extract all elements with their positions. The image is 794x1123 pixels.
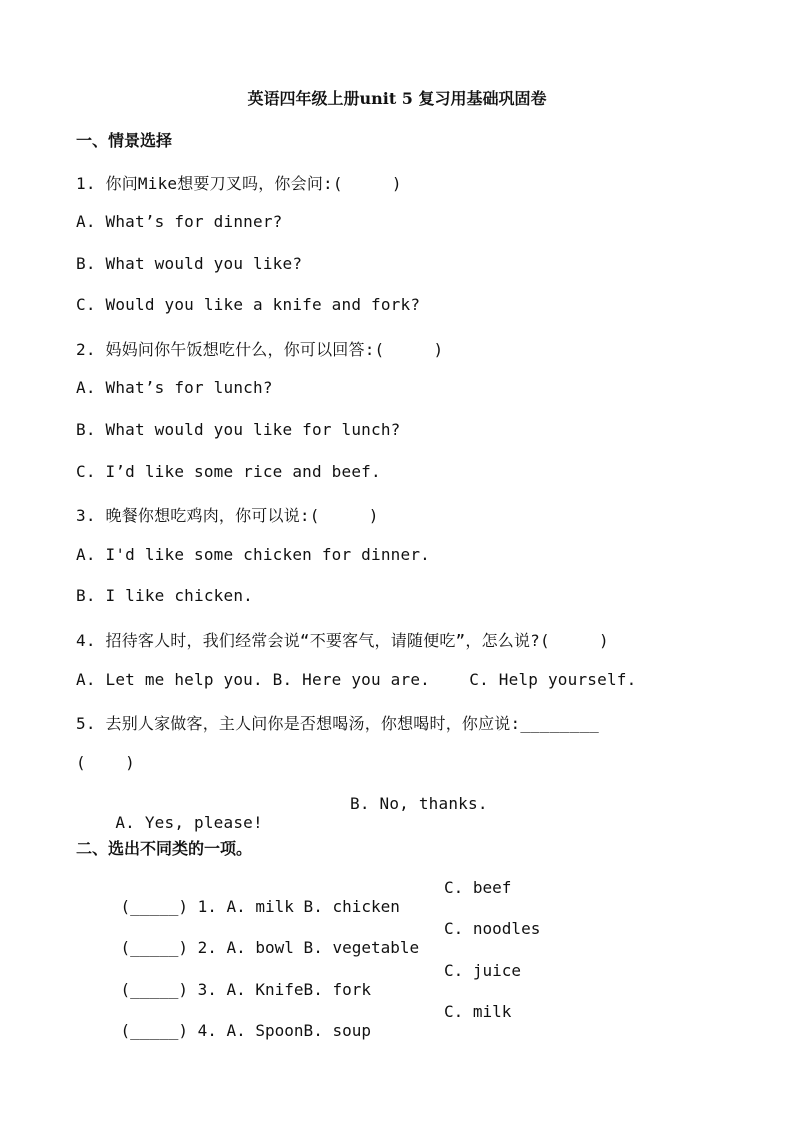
row-4-option-c: C. milk (444, 1002, 512, 1021)
row-1-option-c: C. beef (444, 878, 512, 897)
odd-one-out-row-4 (82, 1002, 512, 1078)
question-4: 4. 招待客人时，我们经常会说“不要客气，请随便吃”，怎么说?( ) (76, 631, 609, 650)
q2-option-b: B. What would you like for lunch? (76, 420, 401, 439)
q2-option-c: C. I’d like some rice and beef. (76, 462, 381, 481)
row-4-ab: (_____) 4. A. SpoonB. soup (120, 1021, 371, 1040)
q1-option-b: B. What would you like? (76, 254, 303, 273)
page-title: 英语四年级上册unit 5 复习用基础巩固卷 (247, 89, 547, 108)
row-2-ab: (_____) 2. A. bowl B. vegetable (120, 938, 420, 957)
question-5: 5. 去别人家做客，主人问你是否想喝汤，你想喝时，你应说:________ (76, 714, 599, 733)
q1-option-a: A. What’s for dinner? (76, 212, 283, 231)
question-3: 3. 晚餐你想吃鸡肉，你可以说:( ) (76, 506, 379, 525)
row-1-ab: (_____) 1. A. milk B. chicken (120, 897, 400, 916)
q3-option-b: B. I like chicken. (76, 586, 253, 605)
q2-option-a: A. What’s for lunch? (76, 378, 273, 397)
question-1: 1. 你问Mike想要刀叉吗，你会问:( ) (76, 174, 402, 193)
q5-option-a: A. Yes, please! (115, 813, 263, 832)
q3-option-a: A. I'd like some chicken for dinner. (76, 545, 430, 564)
row-3-ab: (_____) 3. A. KnifeB. fork (120, 980, 371, 999)
section2-heading: 二、选出不同类的一项。 (76, 839, 253, 858)
question-2: 2. 妈妈问你午饭想吃什么，你可以回答:( ) (76, 340, 444, 359)
row-3-option-c: C. juice (444, 961, 522, 980)
question-5-bracket: ( ) (76, 753, 135, 772)
section1-heading: 一、情景选择 (76, 131, 173, 150)
row-2-option-c: C. noodles (444, 919, 541, 938)
q4-options: A. Let me help you. B. Here you are. C. Help yourself. (76, 670, 637, 689)
q5-option-b: B. No, thanks. (350, 794, 488, 813)
q1-option-c: C. Would you like a knife and fork? (76, 295, 421, 314)
